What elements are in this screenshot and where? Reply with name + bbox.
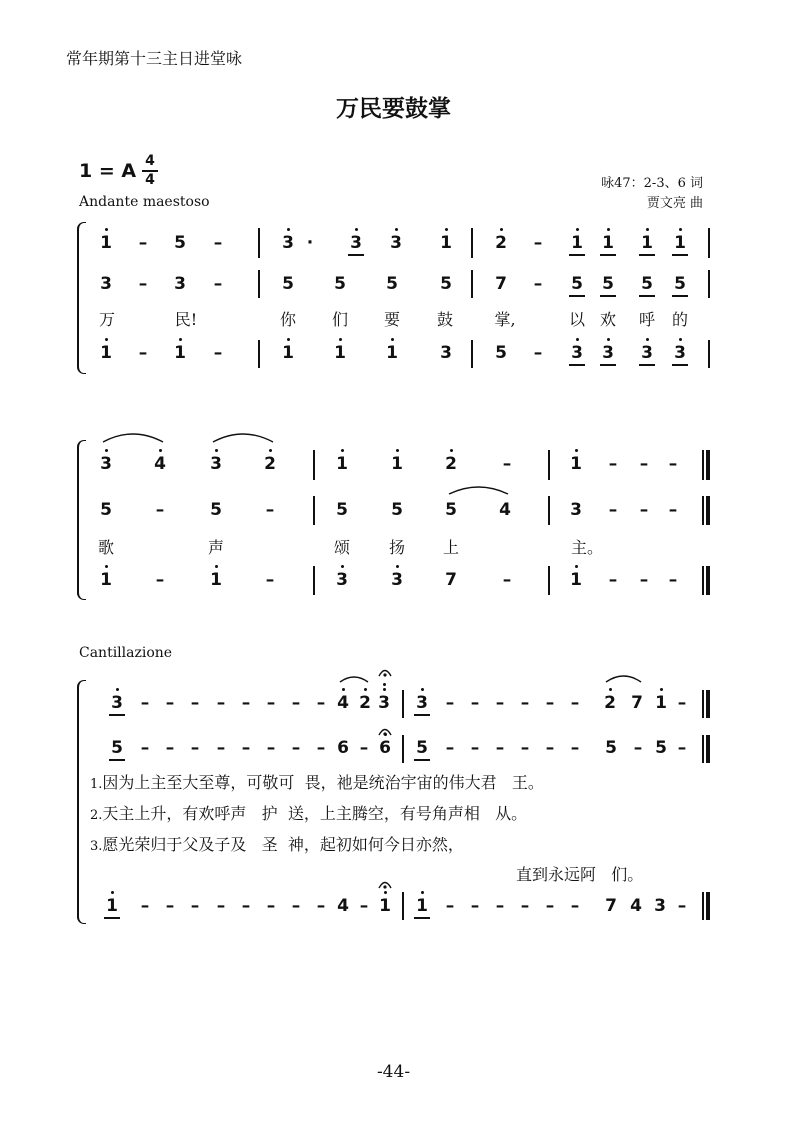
- dash: –: [190, 738, 200, 758]
- dash: –: [608, 570, 618, 590]
- note: 3: [100, 454, 112, 474]
- note: 1: [174, 343, 186, 363]
- note: 1: [100, 343, 112, 363]
- note: 5: [495, 343, 507, 363]
- note: 1: [334, 343, 346, 363]
- lyric-syllable: 主。: [571, 538, 604, 557]
- note: 1: [570, 454, 582, 474]
- note: 3: [416, 693, 428, 713]
- dash: –: [570, 693, 580, 713]
- note: 2: [264, 454, 276, 474]
- dash: –: [495, 693, 505, 713]
- dash: –: [470, 896, 480, 916]
- dash: –: [639, 570, 649, 590]
- note: 6: [337, 738, 349, 758]
- note: 1: [100, 570, 112, 590]
- dash: –: [241, 896, 251, 916]
- note: 5: [674, 274, 686, 294]
- note: 3: [100, 274, 112, 294]
- note: 3: [570, 500, 582, 520]
- dash: –: [495, 896, 505, 916]
- note: 5: [174, 233, 186, 253]
- dash: –: [470, 738, 480, 758]
- note: 5: [602, 274, 614, 294]
- note: 5: [100, 500, 112, 520]
- lyric-syllable: 掌,: [494, 310, 516, 329]
- slur: [213, 434, 273, 442]
- note: 3: [174, 274, 186, 294]
- lyric-syllable: 要: [383, 310, 400, 329]
- note: 2: [445, 454, 457, 474]
- note: 3: [282, 233, 294, 253]
- note: 4: [337, 693, 349, 713]
- lyric-syllable: 们: [331, 310, 348, 329]
- dash: –: [291, 738, 301, 758]
- note: 1: [570, 570, 582, 590]
- dash: –: [520, 693, 530, 713]
- note: 2: [359, 693, 371, 713]
- dash: –: [213, 343, 223, 363]
- note: 1: [336, 454, 348, 474]
- note: 3: [654, 896, 666, 916]
- lyric-syllable: 的: [671, 310, 688, 329]
- dash: –: [216, 738, 226, 758]
- note: 7: [445, 570, 457, 590]
- note: 5: [111, 738, 123, 758]
- note: 3: [391, 570, 403, 590]
- dash: –: [165, 693, 175, 713]
- note: 3: [641, 343, 653, 363]
- dash: –: [213, 274, 223, 294]
- note: 1: [674, 233, 686, 253]
- time-signature-top: 4: [145, 153, 155, 169]
- section-label: Cantillazione: [79, 645, 173, 661]
- note: 1: [100, 233, 112, 253]
- note: 5: [282, 274, 294, 294]
- dash: –: [316, 738, 326, 758]
- note: 1: [210, 570, 222, 590]
- dash: –: [502, 570, 512, 590]
- dash: –: [359, 738, 369, 758]
- note: 4: [154, 454, 166, 474]
- dash: –: [316, 693, 326, 713]
- note: 3: [390, 233, 402, 253]
- dotted-rhythm: ·: [306, 233, 314, 253]
- dash: –: [520, 896, 530, 916]
- dash: –: [190, 896, 200, 916]
- fermata-dot: [383, 885, 386, 888]
- note: 1: [282, 343, 294, 363]
- note: 1: [655, 693, 667, 713]
- note: 1: [106, 896, 118, 916]
- dash: –: [520, 738, 530, 758]
- page-number: -44-: [376, 1062, 411, 1082]
- lyric-syllable: 以: [568, 310, 585, 329]
- time-signature-bottom: 4: [145, 171, 155, 188]
- dash: –: [677, 693, 687, 713]
- lyric-syllable: 欢: [599, 310, 616, 329]
- dash: –: [140, 896, 150, 916]
- dash: –: [140, 693, 150, 713]
- note: 4: [337, 896, 349, 916]
- verse-line: 直到永远阿 们。: [516, 865, 644, 884]
- dash: –: [639, 500, 649, 520]
- dash: –: [502, 454, 512, 474]
- dash: –: [216, 896, 226, 916]
- dash: –: [266, 693, 276, 713]
- note: 1: [379, 896, 391, 916]
- lyric-syllable: 你: [279, 310, 296, 329]
- dash: –: [533, 274, 543, 294]
- note: 5: [445, 500, 457, 520]
- note: 2: [495, 233, 507, 253]
- note: 1: [602, 233, 614, 253]
- note: 3: [674, 343, 686, 363]
- dash: –: [533, 233, 543, 253]
- note: 5: [440, 274, 452, 294]
- dash: –: [545, 896, 555, 916]
- note: 4: [499, 500, 511, 520]
- verse-line: 2.天主上升，有欢呼声 护 送，上主腾空，有号角声相 从。: [90, 804, 528, 823]
- note: 5: [386, 274, 398, 294]
- note: 3: [111, 693, 123, 713]
- note: 5: [391, 500, 403, 520]
- lyrics-credit: 咏47：2-3、6 词: [601, 176, 703, 191]
- dash: –: [495, 738, 505, 758]
- dash: –: [445, 896, 455, 916]
- dash: –: [155, 570, 165, 590]
- note: 4: [630, 896, 642, 916]
- note: 1: [641, 233, 653, 253]
- dash: –: [138, 274, 148, 294]
- lyric-syllable: 上: [442, 538, 459, 557]
- note: 1: [571, 233, 583, 253]
- dash: –: [533, 343, 543, 363]
- fermata-dot: [383, 732, 386, 735]
- occasion-heading: 常年期第十三主日进堂咏: [66, 49, 243, 68]
- dash: –: [216, 693, 226, 713]
- dash: –: [668, 500, 678, 520]
- dash: –: [291, 693, 301, 713]
- dash: –: [677, 738, 687, 758]
- dash: –: [608, 500, 618, 520]
- dash: –: [545, 693, 555, 713]
- dash: –: [265, 500, 275, 520]
- dash: –: [265, 570, 275, 590]
- note: 7: [631, 693, 643, 713]
- dash: –: [266, 738, 276, 758]
- tempo-marking: Andante maestoso: [79, 194, 210, 210]
- note: 1: [416, 896, 428, 916]
- dash: –: [668, 454, 678, 474]
- note: 1: [440, 233, 452, 253]
- lyric-syllable: 呼: [638, 310, 655, 329]
- slur: [103, 434, 163, 442]
- dash: –: [445, 693, 455, 713]
- slur: [449, 487, 508, 494]
- dash: –: [165, 896, 175, 916]
- dash: –: [545, 738, 555, 758]
- dash: –: [165, 738, 175, 758]
- dash: –: [639, 454, 649, 474]
- dash: –: [470, 693, 480, 713]
- dash: –: [138, 343, 148, 363]
- note: 5: [210, 500, 222, 520]
- note: 5: [641, 274, 653, 294]
- note: 3: [336, 570, 348, 590]
- lyric-syllable: 歌: [97, 538, 114, 557]
- key-signature: 1 = A: [79, 160, 137, 182]
- lyric-syllable: 民!: [174, 310, 198, 329]
- note: 5: [655, 738, 667, 758]
- note: 7: [495, 274, 507, 294]
- dash: –: [266, 896, 276, 916]
- verse-line: 3.愿光荣归于父及子及 圣 神，起初如何今日亦然，: [90, 835, 464, 854]
- note: 3: [210, 454, 222, 474]
- fermata-dot: [383, 673, 386, 676]
- lyric-syllable: 颂: [333, 538, 350, 557]
- dash: –: [445, 738, 455, 758]
- note: 3: [602, 343, 614, 363]
- slur: [606, 676, 641, 682]
- dash: –: [291, 896, 301, 916]
- dash: –: [241, 693, 251, 713]
- music-credit: 贾文亮 曲: [646, 196, 703, 211]
- dash: –: [213, 233, 223, 253]
- dash: –: [677, 896, 687, 916]
- note: 1: [391, 454, 403, 474]
- note: 7: [605, 896, 617, 916]
- dash: –: [155, 500, 165, 520]
- note: 3: [378, 693, 390, 713]
- dash: –: [668, 570, 678, 590]
- verse-line: 1.因为上主至大至尊，可敬可 畏，祂是统治宇宙的伟大君 王。: [90, 773, 544, 792]
- note: 3: [440, 343, 452, 363]
- note: 5: [336, 500, 348, 520]
- note: 2: [604, 693, 616, 713]
- slur: [340, 677, 368, 682]
- dash: –: [570, 896, 580, 916]
- dash: –: [138, 233, 148, 253]
- dash: –: [359, 896, 369, 916]
- note: 3: [571, 343, 583, 363]
- song-title: 万民要鼓掌: [336, 95, 451, 122]
- dash: –: [633, 738, 643, 758]
- dash: –: [140, 738, 150, 758]
- dash: –: [190, 693, 200, 713]
- dash: –: [316, 896, 326, 916]
- note: 5: [416, 738, 428, 758]
- dash: –: [241, 738, 251, 758]
- note: 5: [334, 274, 346, 294]
- lyric-syllable: 声: [207, 538, 224, 557]
- dash: –: [570, 738, 580, 758]
- lyric-syllable: 扬: [388, 538, 405, 557]
- note: 1: [386, 343, 398, 363]
- lyric-syllable: 万: [98, 310, 115, 329]
- note: 6: [379, 738, 391, 758]
- note: 5: [571, 274, 583, 294]
- note: 3: [350, 233, 362, 253]
- lyric-syllable: 鼓: [436, 310, 453, 329]
- note: 5: [605, 738, 617, 758]
- dash: –: [608, 454, 618, 474]
